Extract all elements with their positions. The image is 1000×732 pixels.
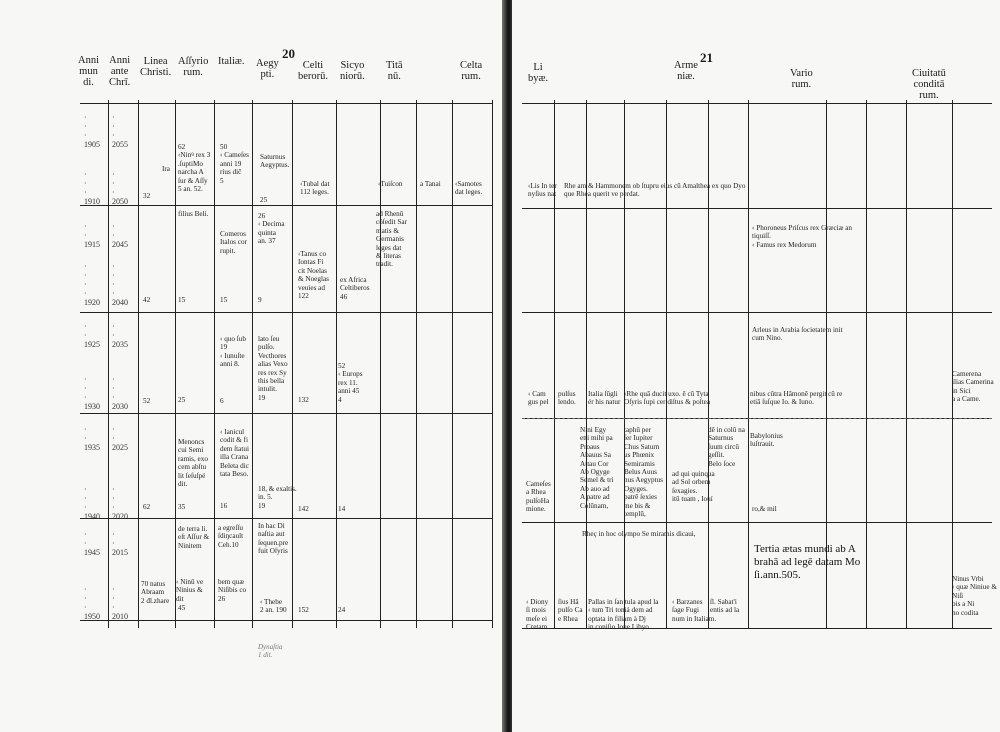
column-rule — [336, 100, 337, 628]
row-rule — [80, 312, 492, 313]
table-cell: Rheç in hoc olympo Se miramis dicaui, — [582, 530, 696, 538]
table-cell: ro,& mil — [752, 505, 777, 513]
column-rule — [866, 100, 867, 628]
table-cell: Nini Egy etti mihi pa Proaus Abauus Sa Attau Cor Ab Ogyge Semel & tri Ab auo ad A patre ad Colūnam, — [580, 426, 614, 510]
column-header: Ciuitatū conditā rum. — [912, 68, 946, 101]
column-rule — [624, 100, 625, 628]
table-cell: 62 ‹Ninꝰ rex 3 .ſuptiMo narcha A ſur & Aſſy 5 an. 52. — [178, 143, 211, 194]
table-cell: ‹Samotes dat leges. — [455, 180, 483, 197]
table-cell: ‹ Barzanes ſage Fugi num in Italiam. — [672, 598, 717, 623]
year-mundi: · · · 1905 — [84, 113, 100, 149]
table-cell: ‹ Thebe 2 an. 190 — [260, 598, 287, 615]
table-cell: Pallas in ſan tula apud la ‹ tum Tri toniá dem ad optata in filiam à Dj in coniſio Ioue Libyo. — [588, 598, 659, 632]
table-cell: ad Rhenū cóſedit Sar matis & Germanis leges dat & literas tradit. — [376, 210, 407, 269]
table-cell: lato ſeu pulſo. Vecthores alias Vexo res rex Sy this bella intulit. 19 — [258, 335, 288, 402]
table-cell: 15 — [220, 296, 228, 304]
column-header: Titā nū. — [386, 60, 403, 82]
year-mundi: · · · 1950 — [84, 585, 100, 621]
table-cell: Ira — [162, 165, 170, 173]
table-cell: nibus cũtra Hãmonẽ pergit cū re etiā ſuſque Io. & Iuno. — [750, 390, 843, 407]
year-mundi: · · · · 1920 — [84, 262, 100, 307]
row-rule — [522, 312, 992, 313]
column-rule — [108, 100, 109, 628]
table-cell: 152 — [298, 606, 309, 614]
footer-note: Dynaſtia 1 dit. — [258, 643, 283, 659]
column-header: Aegy pti. — [256, 58, 279, 80]
table-cell: dẽ in colū na Saturnus ſuum circū geſſit. Belo ſoce — [708, 426, 745, 468]
year-ante-christum: · · 2015 — [112, 530, 128, 557]
year-ante-christum: · · · 2050 — [112, 170, 128, 206]
table-cell: 26 ‹ Decima quinta an. 37 — [258, 212, 285, 246]
row-rule — [80, 103, 492, 104]
year-ante-christum: · · · 2030 — [112, 375, 128, 411]
right-page — [512, 0, 1000, 732]
year-ante-christum: · · 2025 — [112, 425, 128, 452]
table-cell: ‹ Cam gus pel — [528, 390, 549, 407]
year-mundi: · · · 1910 — [84, 170, 100, 206]
column-header: Anni ante Chrī. — [109, 55, 131, 88]
table-cell: 14 — [338, 505, 346, 513]
table-cell: 32 — [143, 192, 151, 200]
table-cell: 16 — [220, 502, 228, 510]
column-header: Anni mun di. — [78, 55, 99, 88]
table-cell: 9 — [258, 296, 262, 304]
table-cell: ‹ Phoroneus Priſcus rex Græciæ an tiquiſſ. ‹ Famus rex Medorum — [752, 224, 853, 249]
column-rule — [214, 100, 215, 628]
table-cell: ad qui quinqua ad Sol orbem ſexagies. itũ tuam , Iouí — [672, 470, 715, 504]
table-cell: ‹ Diony ſi mois meſe ei Cretam — [526, 598, 549, 632]
table-cell: de terra li. eſt Aſſur & Ninitem — [178, 525, 210, 550]
column-header: Sicyo niorū. — [340, 60, 365, 82]
table-cell: 62 — [143, 503, 151, 511]
table-cell: 18, & exaltis. in. 5. 19 — [258, 485, 297, 510]
table-cell: 50 ‹ Cameſes anni 19 rius dič 5 — [220, 143, 249, 185]
row-rule — [80, 205, 492, 206]
table-cell: Comeros Italos cor rupit. — [220, 230, 247, 255]
table-cell: pulſus lendo. — [558, 390, 576, 407]
column-rule — [138, 100, 139, 628]
table-cell: ‹Tubal dat 112 leges. — [300, 180, 330, 197]
year-mundi: · · 1945 — [84, 530, 100, 557]
table-cell: 25 — [178, 396, 186, 404]
column-rule — [252, 100, 253, 628]
table-cell: ex Africa Celtiberos 46 — [340, 276, 370, 301]
table-cell: Saturnus Aegyptus. — [260, 153, 290, 170]
column-rule — [952, 100, 953, 628]
column-header: Celti berorū. — [298, 60, 329, 82]
table-cell: In hac Di naſtia aut ſequen.pre fuit Oſyris — [258, 522, 289, 556]
column-rule — [906, 100, 907, 628]
year-ante-christum: · · · 2055 — [112, 113, 128, 149]
year-mundi: · · · 1940 — [84, 485, 100, 521]
table-cell: ‹Lis In ter nyſius nat — [528, 182, 557, 199]
table-cell: Babylonius luſtrauit. — [750, 432, 783, 449]
table-cell: ſius Hã pulſo Ca e Rhea — [558, 598, 583, 623]
table-cell: Arleus in Arabia ſocietatem init cum Nino. — [752, 326, 843, 343]
table-cell: 24 — [338, 606, 346, 614]
year-mundi: · · · 1930 — [84, 375, 100, 411]
column-header: Vario rum. — [790, 68, 813, 90]
row-rule — [80, 413, 492, 414]
row-rule — [80, 620, 492, 621]
page-number: 21 — [700, 50, 713, 65]
table-cell: ‹ Ninū ve Ninius & dit — [176, 578, 204, 603]
table-cell: ‹ quo ſub 19 ‹ Iunuſte anni 8. — [220, 335, 246, 369]
table-cell: 15 — [178, 296, 186, 304]
year-mundi: · · 1915 — [84, 222, 100, 249]
year-mundi: · · 1925 — [84, 322, 100, 349]
table-cell: ‹Tuiſcon — [378, 180, 403, 188]
table-cell: 25 — [260, 196, 268, 204]
table-cell: a Tanai — [420, 180, 441, 188]
year-ante-christum: · · · 2020 — [112, 485, 128, 521]
row-rule — [522, 522, 992, 523]
column-rule — [292, 100, 293, 628]
table-cell: Camerena ilias Camerina in Sici a a Came. — [952, 370, 994, 404]
column-header: Arme niæ. — [674, 60, 698, 82]
table-cell: ‹Tanus co Iontas Fi cit Noelas & Noeglas veuies ad 122 — [298, 250, 329, 301]
table-cell: a egreſſu ſdiŋcault Ceh.10 — [218, 524, 244, 549]
table-cell: ‹Rhe quā ducit uxo. ẽ cū Tyta Oſyris ſupi cer diſtus & poſtea — [624, 390, 711, 407]
column-rule — [586, 100, 587, 628]
table-cell: bem quæ Niſibis co 26 — [218, 578, 247, 603]
table-cell: 52 ‹ Europs rex 11. anni 45 4 — [338, 362, 363, 404]
year-ante-christum: · · · 2010 — [112, 585, 128, 621]
year-ante-christum: · · 2035 — [112, 322, 128, 349]
table-cell: Rhe am & Hammonem ob ſtupru eius cū Amalthea ex quo Dyo que Rhea querit ve perdat. — [564, 182, 746, 199]
table-cell: 35 — [178, 503, 186, 511]
table-cell: ‹ Ianicul codit & fi dem ſtatui illa Crana Beleta dic tata Beso. — [220, 428, 249, 479]
table-cell: 42 — [143, 296, 151, 304]
table-cell: 132 — [298, 396, 309, 404]
table-cell: Italia ſūgli ér his natur — [588, 390, 621, 407]
column-rule — [175, 100, 176, 628]
year-mundi: · · 1935 — [84, 425, 100, 452]
table-cell: 6 — [220, 397, 224, 405]
column-rule — [452, 100, 453, 628]
column-header: Italiæ. — [218, 56, 245, 67]
column-rule — [708, 100, 709, 628]
row-rule-thin — [522, 418, 992, 419]
column-header: Linea Christi. — [140, 56, 172, 78]
table-cell: 52 — [143, 397, 151, 405]
row-rule — [522, 103, 992, 104]
column-rule — [492, 100, 493, 628]
table-cell: 45 — [178, 604, 186, 612]
table-cell: Menoncs cui Semi ramis, exo cem abſtu lit ſeſuſpé dit. — [178, 438, 208, 489]
table-cell: Tertia ætas mundi ab A brahā ad legē datam Mo ſi.ann.505. — [754, 543, 861, 581]
column-rule — [748, 100, 749, 628]
column-rule — [666, 100, 667, 628]
column-header: Aſſyrio rum. — [178, 56, 209, 78]
column-header: Li byæ. — [528, 62, 549, 84]
column-rule — [554, 100, 555, 628]
table-cell: taphū per ſer Iupiter Chus Saturn us Phœnix Semiramis Belus Auus nus Aegyptus Ogyges. patrē ſexies me bis & templū, — [624, 426, 663, 519]
year-ante-christum: · · 2045 — [112, 222, 128, 249]
column-rule — [416, 100, 417, 628]
table-cell: 142 — [298, 505, 309, 513]
column-header: Celta rum. — [460, 60, 483, 82]
table-cell: Cameſes a Rhea pulſoHa mione. — [526, 480, 551, 514]
year-ante-christum: · · · · 2040 — [112, 262, 128, 307]
table-cell: 70 natus Abraam 2 đl.zhare — [141, 580, 170, 605]
row-rule — [522, 208, 992, 209]
table-cell: ſl. Sabat'i entis ad la — [710, 598, 740, 615]
page-number: 20 — [282, 46, 295, 61]
table-cell: filius Beli. — [178, 210, 209, 218]
table-cell: Ninus Vrbi ‹ quæ Niniue & Niſi bis a Ni no codita — [952, 575, 997, 617]
row-rule — [80, 518, 492, 519]
